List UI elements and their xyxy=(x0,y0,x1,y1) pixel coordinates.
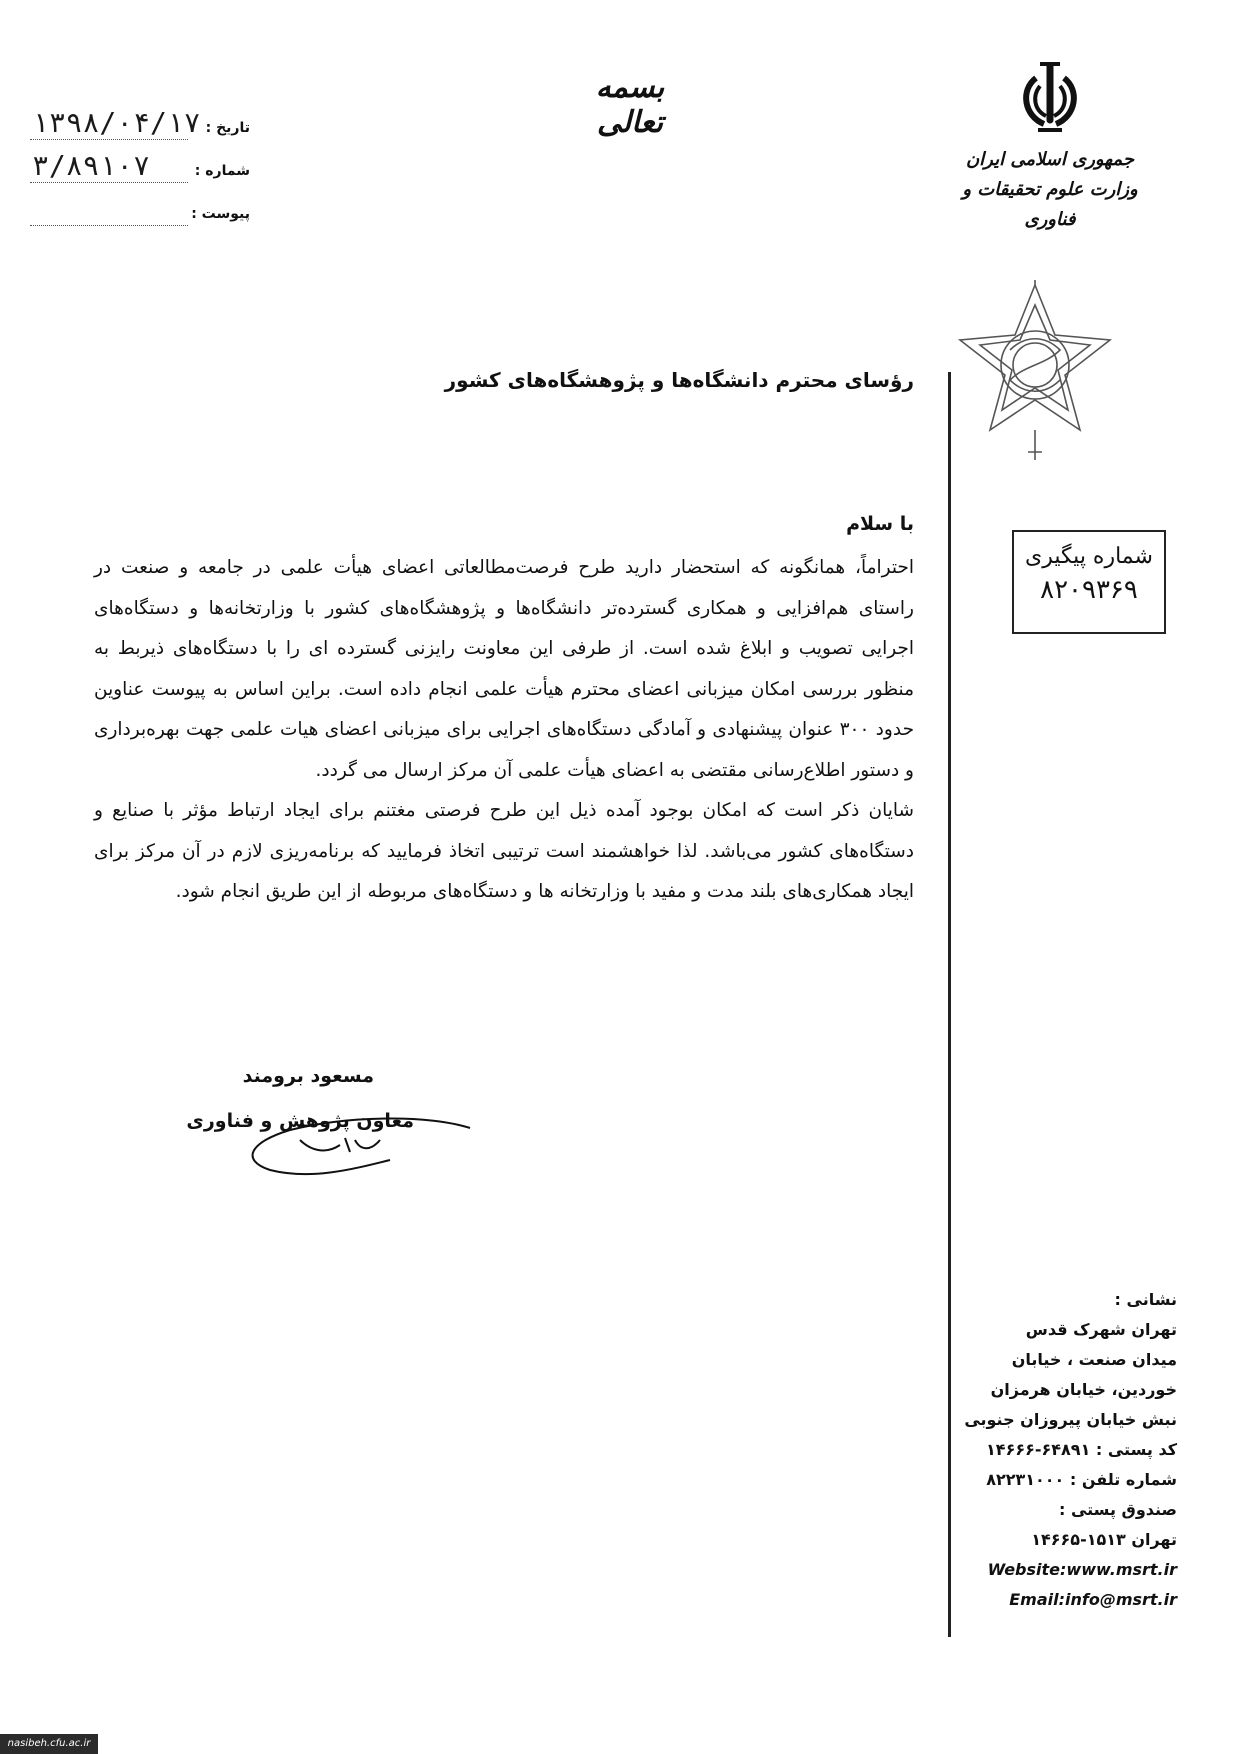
bismillah-heading: بسمه تعالی xyxy=(595,70,665,140)
number-label: شماره : xyxy=(194,163,250,179)
tracking-number-box xyxy=(1012,530,1166,634)
website-link[interactable]: Website:www.msrt.ir xyxy=(987,1560,1177,1579)
ornament-icon xyxy=(950,280,1120,465)
paragraph-1: احتراماً، همانگونه که استحضار دارید طرح فرصت‌مطالعاتی اعضای هیأت علمی در جامعه و صنعت در راستای هم‌افزایی و همکاری گسترده‌تر دانشگاه‌ها و پژوهشگاه‌های کشور با وزارتخانه‌ها و دستگاه‌های اجرایی تصویب و ابلاغ شده است. از طرفی این معاونت رایزنی گسترده ای را با دستگاه‌های ذیربط به منظور بررسی امکان میزبانی اعضای محترم هیأت علمی انجام داده است. براین اساس به پیوست عناوین حدود ۳۰۰ عنوان پیشنهادی و آمادگی دستگاه‌های اجرایی برای میزبانی اعضای هیات علمی جهت بهره‌برداری و دستور اطلاع‌رسانی مقتضی به اعضای هیأت علمی آن مرکز ارسال می گردد. xyxy=(94,557,914,781)
attachment-dotted-line xyxy=(30,225,188,226)
date-label: تاریخ : xyxy=(205,120,250,136)
date-row xyxy=(30,106,250,146)
address-line: میدان صنعت ، خیابان xyxy=(1011,1350,1177,1369)
address-block xyxy=(927,1285,1177,1615)
number-dotted-line xyxy=(30,182,188,183)
address-line: نبش خیابان پیروزان جنوبی xyxy=(964,1410,1177,1429)
tracking-number: ۸۲۰۹۳۶۹ xyxy=(1040,575,1138,605)
attachment-label: پیوست : xyxy=(191,206,250,222)
attachment-row xyxy=(30,196,250,232)
paragraph-2: شایان ذکر است که امکان بوجود آمده ذیل این طرح فرصتی مغتنم برای ایجاد ارتباط مؤثر با صنایع و دستگاه‌های کشور می‌باشد. لذا خواهشمند است ترتیبی اتخاذ فرمایید که برنامه‌ریزی لازم در آن مرکز برای ایجاد همکاری‌های بلند مدت و مفید با وزارتخانه ها و دستگاه‌های مربوطه از این طریق انجام شود. xyxy=(94,800,914,902)
address-line: کد پستی : ۶۴۸۹۱-۱۴۶۶۶ xyxy=(986,1440,1177,1459)
address-line: صندوق پستی : xyxy=(1058,1500,1177,1519)
date-dotted-line xyxy=(30,139,188,140)
ministry-line-1: جمهوری اسلامی ایران xyxy=(965,149,1135,170)
source-watermark-badge: nasibeh.cfu.ac.ir xyxy=(0,1734,98,1754)
email-link[interactable]: Email:info@msrt.ir xyxy=(1009,1590,1177,1609)
date-value: ۱۳۹۸/۰۴/۱۷ xyxy=(32,106,201,139)
address-line: شماره تلفن : ۸۲۲۳۱۰۰۰ xyxy=(986,1470,1177,1489)
address-line: نشانی : xyxy=(1114,1290,1177,1309)
handwritten-signature xyxy=(230,1110,490,1190)
tracking-label: شماره پیگیری xyxy=(1025,544,1153,569)
address-line: تهران ۱۵۱۳-۱۴۶۶۵ xyxy=(1031,1530,1177,1549)
address-line: خوردین، خیابان هرمزان xyxy=(990,1380,1177,1399)
number-value: ۳/۸۹۱۰۷ xyxy=(32,149,151,182)
signatory-name: مسعود برومند xyxy=(242,1065,374,1087)
greeting: با سلام xyxy=(846,513,914,535)
recipient-line: رؤسای محترم دانشگاه‌ها و پژوهشگاه‌های کشور xyxy=(444,368,914,392)
address-line: تهران شهرک قدس xyxy=(1025,1320,1177,1339)
ministry-name xyxy=(940,145,1160,235)
signatory-title: معاون پژوهش و فناوری xyxy=(186,1110,414,1132)
number-row xyxy=(30,149,250,189)
letter-body xyxy=(94,548,914,913)
iran-emblem-icon xyxy=(1010,58,1090,138)
ministry-line-2: وزارت علوم تحقیقات و فناوری xyxy=(962,179,1138,230)
